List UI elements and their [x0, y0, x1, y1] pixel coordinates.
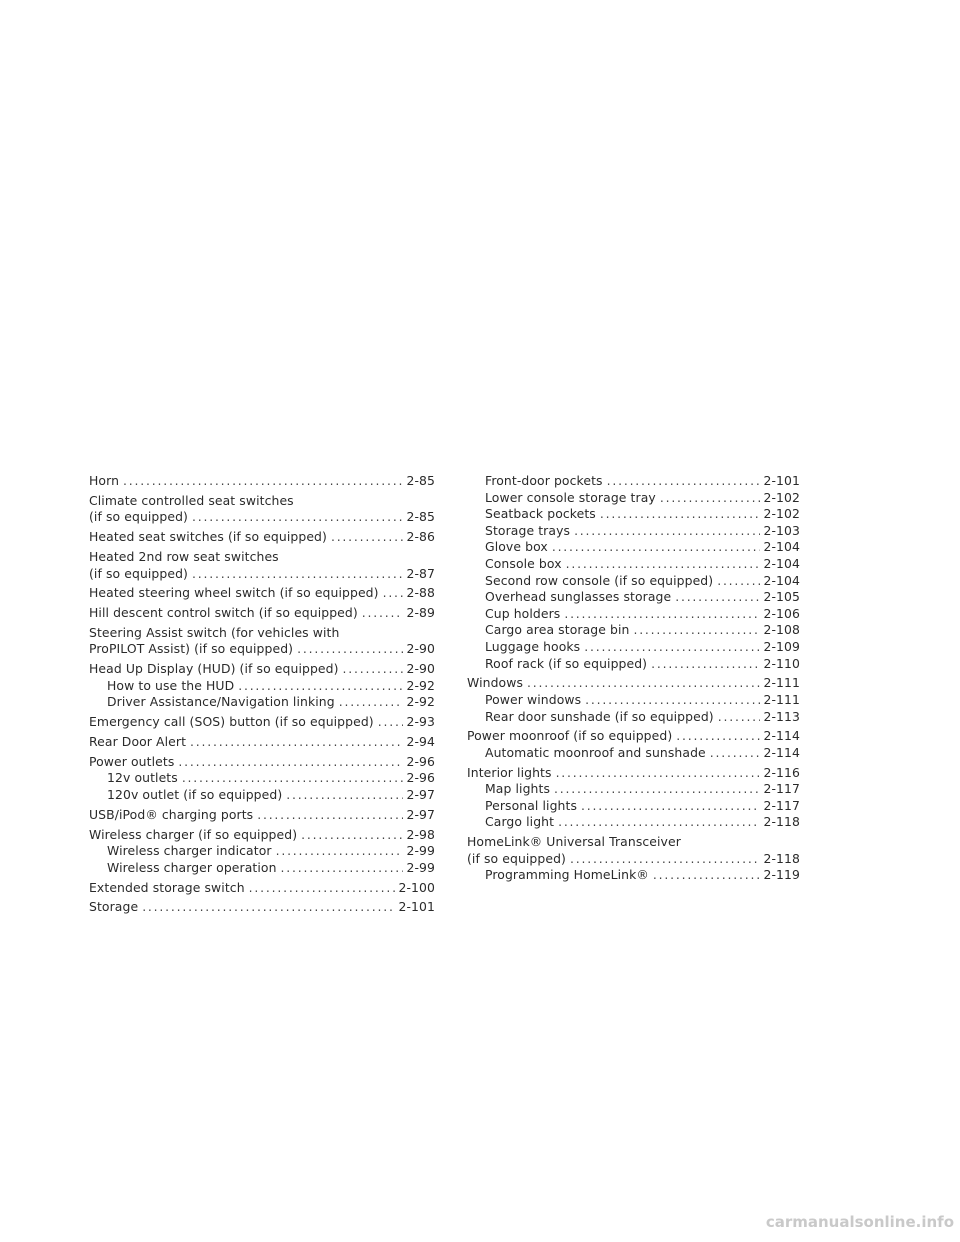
toc-page-number: 2-86	[406, 529, 435, 545]
toc-page-number: 2-116	[763, 764, 800, 780]
dot-leader	[383, 585, 404, 602]
toc-entry[interactable]	[89, 694, 435, 711]
toc-page-number: 2-102	[763, 506, 800, 522]
dot-leader	[142, 899, 395, 916]
toc-entry-title: Rear Door Alert	[89, 734, 187, 749]
toc-page-number: 2-97	[406, 806, 435, 822]
toc-page-number: 2-93	[406, 714, 435, 730]
toc-entry-title: Glove box	[485, 539, 548, 555]
toc-entry[interactable]	[89, 754, 435, 771]
toc-page-number: 2-113	[763, 708, 800, 724]
toc-entry[interactable]	[467, 765, 800, 782]
dot-leader	[331, 529, 404, 546]
dot-leader	[527, 675, 760, 692]
toc-entry-title: (if so equipped)	[89, 565, 188, 581]
dot-leader	[192, 566, 403, 583]
dot-leader	[600, 506, 761, 523]
toc-entry[interactable]	[467, 473, 800, 490]
toc-page-number: 2-99	[406, 843, 435, 859]
toc-page-number: 2-97	[406, 786, 435, 802]
toc-entry-title: Personal lights	[485, 797, 578, 813]
toc-page-number: 2-110	[763, 655, 800, 671]
toc-entry-title: Overhead sunglasses storage	[485, 589, 672, 605]
toc-entry[interactable]	[89, 529, 435, 546]
dot-leader	[556, 765, 761, 782]
dot-leader	[710, 745, 761, 762]
toc-page-number: 2-85	[406, 473, 435, 488]
toc-column-left	[89, 473, 435, 916]
dot-leader	[178, 754, 403, 771]
toc-entry-title: ProPILOT Assist) (if so equipped)	[89, 641, 294, 657]
toc-entry-title: How to use the HUD	[107, 677, 235, 693]
toc-entry[interactable]	[467, 523, 800, 540]
toc-entry-title: (if so equipped)	[89, 509, 188, 525]
dot-leader	[581, 798, 760, 815]
toc-entry-title: Heated seat switches (if so equipped)	[89, 529, 327, 545]
dot-leader	[192, 509, 403, 526]
toc-entry-title: Seatback pockets	[485, 506, 596, 522]
dot-leader	[182, 770, 404, 787]
toc-entry-title: Luggage hooks	[485, 638, 581, 654]
toc-entry-title: Second row console (if so equipped)	[485, 572, 714, 588]
dot-leader	[238, 678, 403, 695]
toc-entry[interactable]	[89, 827, 435, 844]
dot-leader	[585, 692, 760, 709]
toc-entry[interactable]	[467, 675, 800, 692]
toc-entry-title: Front-door pockets	[485, 473, 603, 488]
dot-leader	[570, 851, 760, 868]
toc-entry[interactable]	[467, 539, 800, 556]
dot-leader	[281, 860, 404, 877]
toc-entry[interactable]	[467, 556, 800, 573]
toc-entry[interactable]	[89, 625, 435, 658]
toc-entry-title: Extended storage switch	[89, 879, 245, 895]
toc-entry[interactable]	[467, 814, 800, 831]
toc-page-number: 2-96	[406, 770, 435, 786]
dot-leader	[633, 622, 760, 639]
toc-page-number: 2-98	[406, 826, 435, 842]
toc-entry-title: HomeLink® Universal Transceiver	[467, 834, 681, 850]
toc-entry-title: Automatic moonroof and sunshade	[485, 744, 706, 760]
dot-leader	[651, 656, 760, 673]
toc-entry-title: Cup holders	[485, 605, 561, 621]
toc-page-number: 2-101	[398, 899, 435, 915]
toc-column-right	[467, 473, 800, 884]
toc-page-number: 2-102	[763, 489, 800, 505]
toc-entry[interactable]	[89, 605, 435, 622]
toc-page-number: 2-109	[763, 638, 800, 654]
toc-entry[interactable]	[467, 639, 800, 656]
toc-entry-title: Heated 2nd row seat switches	[89, 548, 279, 564]
dot-leader	[564, 606, 760, 623]
dot-leader	[653, 867, 761, 884]
dot-leader	[301, 827, 403, 844]
dot-leader	[190, 734, 403, 751]
toc-page-number: 2-90	[406, 661, 435, 677]
toc-page-number: 2-117	[763, 781, 800, 797]
toc-page-number: 2-90	[406, 641, 435, 657]
toc-entry[interactable]	[467, 506, 800, 523]
dot-leader	[718, 709, 761, 726]
toc-page-number: 2-100	[398, 879, 435, 895]
toc-entry[interactable]	[89, 585, 435, 602]
toc-page-number: 2-88	[406, 585, 435, 601]
toc-entry-title: Storage	[89, 899, 139, 915]
toc-entry-title: 120v outlet (if so equipped)	[107, 786, 283, 802]
toc-page-number: 2-99	[406, 859, 435, 875]
toc-entry-title: Driver Assistance/Navigation linking	[107, 694, 335, 710]
dot-leader	[123, 473, 403, 490]
toc-page-number: 2-104	[763, 555, 800, 571]
toc-page-number: 2-92	[406, 694, 435, 710]
toc-entry[interactable]	[89, 678, 435, 695]
toc-entry[interactable]	[89, 843, 435, 860]
toc-entry-title: Interior lights	[467, 764, 552, 780]
dot-leader	[343, 661, 404, 678]
toc-page-number: 2-118	[763, 850, 800, 866]
toc-entry[interactable]	[89, 661, 435, 678]
dot-leader	[362, 605, 404, 622]
toc-page-number: 2-114	[763, 728, 800, 744]
toc-entry-title: Head Up Display (HUD) (if so equipped)	[89, 661, 339, 677]
toc-page-number: 2-106	[763, 605, 800, 621]
toc-page-number: 2-87	[406, 565, 435, 581]
dot-leader	[378, 714, 404, 731]
toc-entry[interactable]	[89, 807, 435, 824]
toc-page-number: 2-104	[763, 539, 800, 555]
toc-entry-title: Console box	[485, 555, 562, 571]
toc-entry-title: Map lights	[485, 781, 551, 797]
toc-entry[interactable]	[467, 798, 800, 815]
toc-entry[interactable]	[89, 899, 435, 916]
toc-page-number: 2-119	[763, 867, 800, 883]
toc-entry[interactable]	[467, 589, 800, 606]
dot-leader	[676, 728, 760, 745]
toc-entry-title: Storage trays	[485, 522, 571, 538]
toc-page-number: 2-117	[763, 797, 800, 813]
toc-entry[interactable]	[467, 781, 800, 798]
toc-entry-title: Roof rack (if so equipped)	[485, 655, 648, 671]
toc-page-number: 2-108	[763, 622, 800, 638]
toc-entry[interactable]	[89, 880, 435, 897]
toc-page-number: 2-114	[763, 744, 800, 760]
dot-leader	[717, 573, 760, 590]
toc-entry-title: Wireless charger indicator	[107, 843, 272, 859]
dot-leader	[574, 523, 760, 540]
toc-entry[interactable]	[467, 573, 800, 590]
toc-entry-title: Lower console storage tray	[485, 489, 656, 505]
toc-entry[interactable]	[89, 473, 435, 490]
toc-entry[interactable]	[467, 606, 800, 623]
dot-leader	[276, 843, 404, 860]
toc-page-number: 2-92	[406, 677, 435, 693]
dot-leader	[660, 490, 761, 507]
toc-entry[interactable]	[467, 622, 800, 639]
toc-entry[interactable]	[467, 709, 800, 726]
toc-entry[interactable]	[89, 860, 435, 877]
toc-entry-title: Cargo area storage bin	[485, 622, 630, 638]
toc-entry-title: Emergency call (SOS) button (if so equipped)	[89, 714, 374, 730]
toc-entry-title: Programming HomeLink®	[485, 867, 649, 883]
dot-leader	[558, 814, 760, 831]
toc-entry[interactable]	[467, 867, 800, 884]
toc-entry[interactable]	[89, 734, 435, 751]
toc-entry[interactable]	[467, 728, 800, 745]
toc-page-number: 2-111	[763, 675, 800, 691]
toc-entry[interactable]	[89, 714, 435, 731]
toc-entry[interactable]	[467, 692, 800, 709]
toc-entry-title: Hill descent control switch (if so equipped)	[89, 605, 358, 621]
dot-leader	[554, 781, 760, 798]
toc-entry[interactable]	[89, 770, 435, 787]
toc-entry-title: (if so equipped)	[467, 850, 566, 866]
toc-page-number: 2-118	[763, 814, 800, 830]
dot-leader	[339, 694, 404, 711]
toc-entry-title: Rear door sunshade (if so equipped)	[485, 708, 714, 724]
toc-entry[interactable]	[89, 787, 435, 804]
dot-leader	[584, 639, 760, 656]
dot-leader	[607, 473, 761, 490]
toc-entry-title: Power windows	[485, 691, 582, 707]
toc-page-number: 2-105	[763, 589, 800, 605]
toc-entry[interactable]	[467, 490, 800, 507]
dot-leader	[552, 539, 761, 556]
toc-entry-title: Wireless charger (if so equipped)	[89, 826, 298, 842]
toc-entry-title: Heated steering wheel switch (if so equipped)	[89, 585, 379, 601]
toc-entry-title: 12v outlets	[107, 770, 178, 786]
toc-entry-title: Power moonroof (if so equipped)	[467, 728, 673, 744]
toc-entry-title: Horn	[89, 473, 120, 488]
toc-entry[interactable]	[467, 656, 800, 673]
dot-leader	[297, 641, 403, 658]
toc-entry-title: Windows	[467, 675, 524, 691]
toc-entry[interactable]	[89, 493, 435, 526]
toc-entry-title: Climate controlled seat switches	[89, 492, 294, 508]
toc-entry[interactable]	[467, 834, 800, 867]
toc-page-number: 2-96	[406, 753, 435, 769]
toc-entry-title: Cargo light	[485, 814, 555, 830]
toc-entry-title: Steering Assist switch (for vehicles with	[89, 624, 340, 640]
dot-leader	[249, 880, 396, 897]
toc-page-number: 2-103	[763, 522, 800, 538]
dot-leader	[675, 589, 760, 606]
toc-entry-title: Power outlets	[89, 753, 175, 769]
toc-entry[interactable]	[467, 745, 800, 762]
toc-entry-title: Wireless charger operation	[107, 859, 277, 875]
watermark: carmanualsonline.info	[765, 1213, 954, 1231]
toc-page-number: 2-89	[406, 605, 435, 621]
toc-page-number: 2-101	[763, 473, 800, 488]
toc-page-number: 2-104	[763, 572, 800, 588]
toc-entry[interactable]	[89, 549, 435, 582]
toc-entry-title: USB/iPod® charging ports	[89, 806, 254, 822]
dot-leader	[566, 556, 761, 573]
dot-leader	[257, 807, 403, 824]
toc-page-number: 2-111	[763, 691, 800, 707]
toc-page-number: 2-85	[406, 509, 435, 525]
dot-leader	[286, 787, 403, 804]
toc-page-number: 2-94	[406, 734, 435, 749]
